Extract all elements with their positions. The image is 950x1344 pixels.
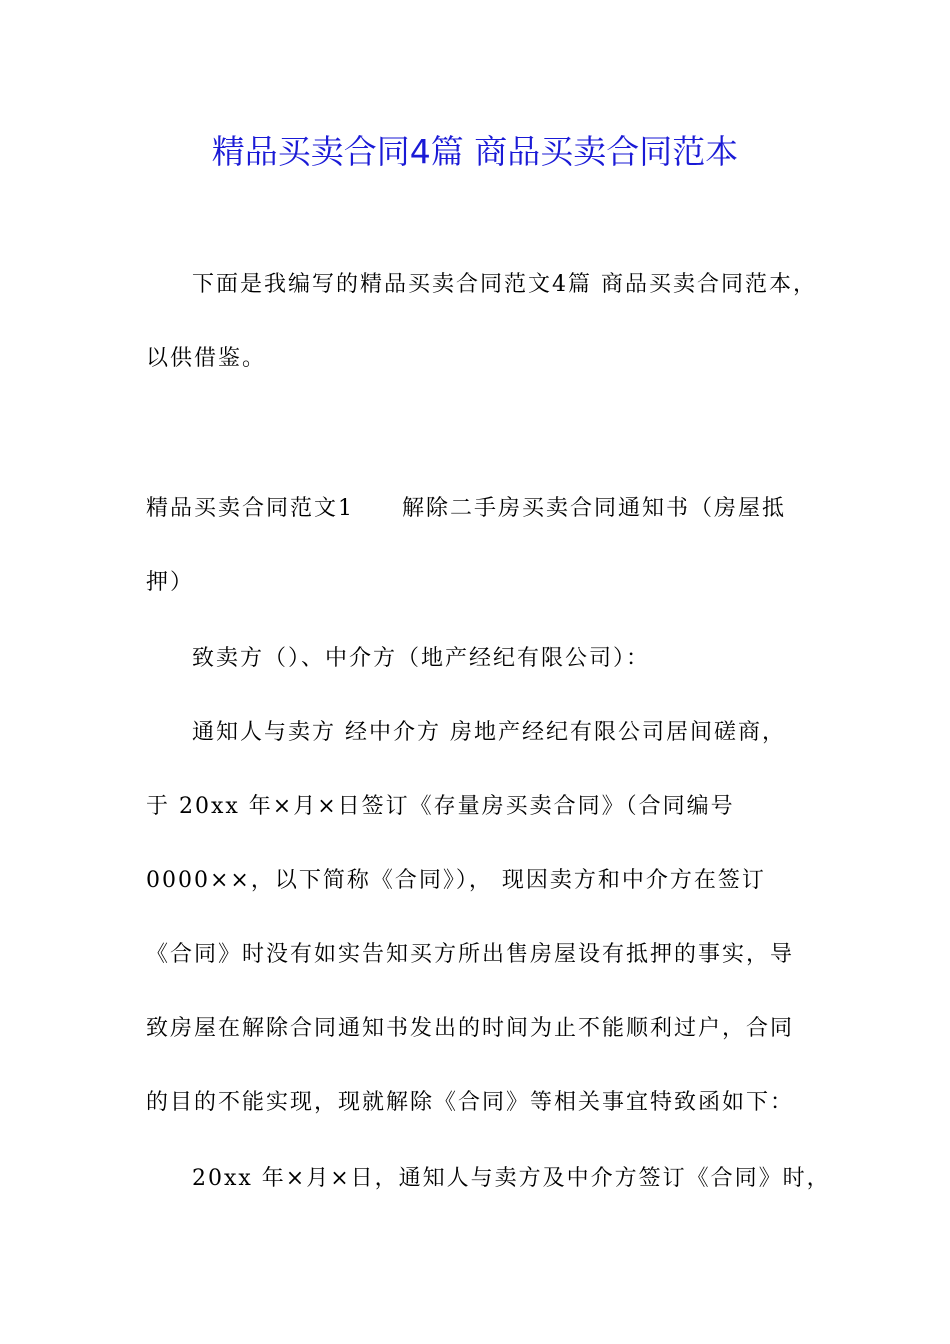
paragraph-line: 《合同》时没有如实告知买方所出售房屋设有抵押的事实，导 [146,942,795,967]
paragraph-line: 20xx 年×月×日，通知人与卖方及中介方签订《合同》时， [192,1166,831,1191]
intro-line-1: 下面是我编写的精品买卖合同范文4篇 商品买卖合同范本， [192,272,817,297]
intro-line-2: 以供借鉴。 [146,346,267,371]
paragraph-line: 的目的不能实现，现就解除《合同》等相关事宜特致函如下： [146,1090,795,1115]
paragraph-line: 0000××，以下简称《合同》）， 现因卖方和中介方在签订 [146,868,766,893]
paragraph-line: 于 20xx 年×月×日签订《存量房买卖合同》（合同编号 [146,794,735,819]
section-heading-line-2: 押） [146,570,195,595]
document-title: 精品买卖合同4篇 商品买卖合同范本 [211,132,739,171]
paragraph-line: 致房屋在解除合同通知书发出的时间为止不能顺利过户，合同 [146,1016,795,1041]
salutation: 致卖方（）、中介方（地产经纪有限公司）： [192,646,651,671]
section-heading-line-1: 精品买卖合同范文1 解除二手房买卖合同通知书（房屋抵 [146,496,786,521]
paragraph-line: 通知人与卖方 经中介方 房地产经纪有限公司居间磋商， [192,720,786,745]
